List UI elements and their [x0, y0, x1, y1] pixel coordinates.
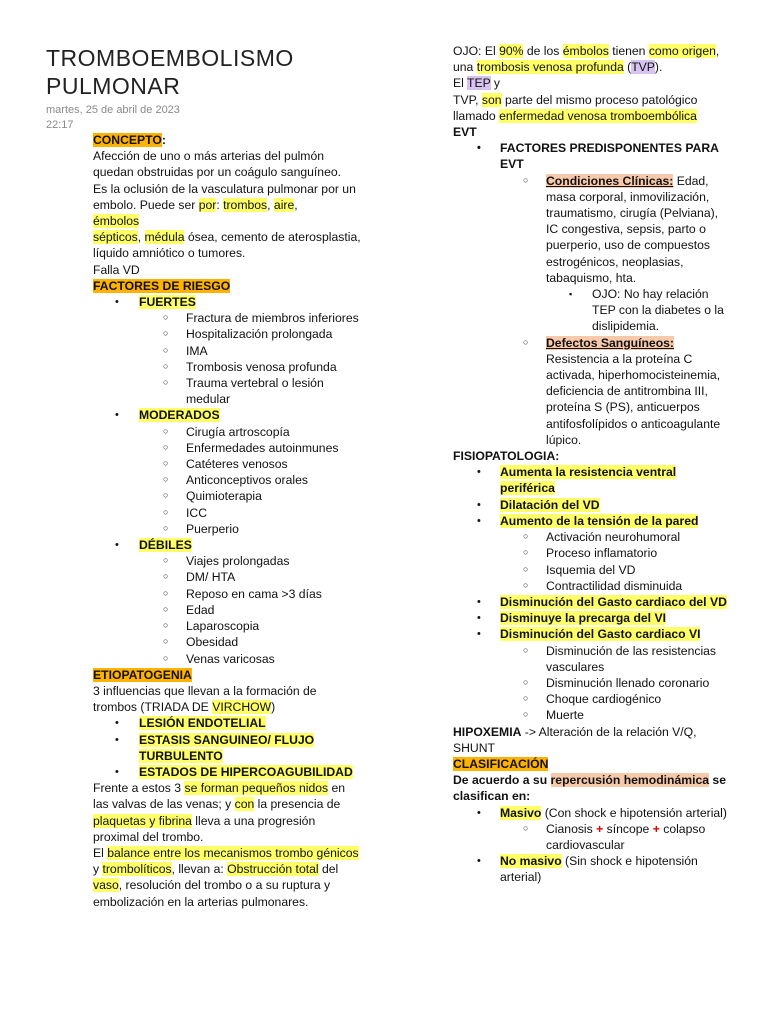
defectos-label: Defectos Sanguíneos:: [546, 335, 674, 350]
ojo-d: (: [623, 60, 632, 75]
fisio-list: [453, 464, 728, 723]
clasif-heading: [453, 756, 728, 772]
concepto-colon: :: [161, 133, 166, 147]
etio-close: ): [271, 700, 276, 715]
list-item: ○ Enfermedades autoinmunes: [93, 440, 361, 456]
list-item: [93, 715, 361, 731]
ojo-tienen: tienen: [608, 44, 649, 58]
list-item: [453, 464, 728, 496]
concepto-heading: [93, 132, 361, 148]
left-column: [93, 132, 361, 910]
hipoxemia-line: [453, 724, 728, 756]
list-item: [453, 610, 728, 626]
list-item: ○ Trauma vertebral o lesión medular: [93, 375, 361, 407]
clasif-a: De acuerdo a su: [453, 773, 551, 788]
page-title: TROMBOEMBOLISMO PULMONAR: [46, 45, 294, 99]
fisio-item: Disminución del Gasto cardiaco del VD: [500, 594, 727, 609]
factores-heading: [93, 278, 361, 294]
list-item: ○ Contractilidad disminuida: [453, 578, 728, 594]
masivo-label: Masivo: [500, 805, 542, 820]
comma: ,: [294, 197, 298, 212]
concepto-text2a: Es la oclusión de la vasculatura pulmonar por un embolo. Puede ser: [93, 181, 356, 212]
concepto-falla: Falla VD: [93, 262, 140, 277]
el-tep: TEP: [467, 76, 491, 91]
llevan: , llevan a:: [171, 862, 228, 877]
ojo-embolos: émbolos: [562, 44, 609, 58]
time-text: 22:17: [46, 119, 74, 131]
masivo-text: (Con shock e hipotensión arterial): [541, 805, 727, 820]
ojo-a: OJO: El: [453, 44, 500, 58]
frente-la: la presencia de: [254, 797, 341, 812]
list-item: ○ Cirugía artroscopía: [93, 424, 361, 440]
etio-item: LESIÓN ENDOTELIAL: [139, 716, 266, 731]
nomasivo-label: No masivo: [500, 854, 562, 869]
list-item: [453, 173, 728, 286]
list-item: [453, 805, 728, 821]
concepto-embolos: émbolos: [93, 214, 140, 229]
plus-sign: +: [596, 821, 604, 836]
list-item: ○ Viajes prolongadas: [93, 553, 361, 569]
tvp-son: son: [481, 92, 502, 107]
list-item: ○ Hospitalización prolongada: [93, 326, 361, 342]
tvp-paragraph: [453, 92, 728, 124]
etio-label: ETIOPATOGENIA: [93, 667, 192, 682]
hipox-label: HIPOXEMIA: [453, 724, 522, 739]
frente-con: con: [234, 797, 255, 812]
evt-list: [453, 140, 728, 448]
list-item: ○ Disminución llenado coronario: [453, 675, 728, 691]
list-item: • FACTORES PREDISPONENTES PARA EVT: [453, 140, 728, 172]
factores-list: [93, 294, 361, 667]
frente-plaquetas: plaquetas y fibrina: [93, 813, 192, 828]
plus-sign: +: [652, 821, 660, 836]
defectos-text: Resistencia a la proteína C activada, hiperhomocisteinemia, deficiencia de antitrombina III, proteína S (PS), anticuerpos antifosfolípidos o anticoagulante lúpico.: [546, 351, 721, 447]
etio-virchow: VIRCHOW: [212, 700, 272, 715]
frente-nidos: se forman pequeños nidos: [184, 781, 329, 796]
factores-label: FACTORES DE RIESGO: [93, 278, 231, 293]
debiles-label: DÉBILES: [139, 538, 192, 553]
list-item: [93, 764, 361, 780]
list-item: [453, 513, 728, 529]
ojo-tvp: TVP: [631, 60, 655, 75]
list-item: ○ ICC: [93, 505, 361, 521]
list-item: ○ DM/ HTA: [93, 569, 361, 585]
balance: balance entre los mecanismos trombo génicos: [107, 845, 359, 860]
list-item: ○ Quimioterapia: [93, 488, 361, 504]
concepto-colon2: :: [216, 197, 224, 212]
comma: ,: [137, 230, 145, 245]
tvp-a: TVP,: [453, 92, 482, 107]
etio-text1: 3 influencias que llevan a la formación de trombos (TRIADA DE: [93, 683, 317, 715]
el-tep-line: [453, 75, 728, 91]
del-word: del: [318, 862, 339, 877]
list-item: [453, 594, 728, 610]
concepto-trombos: trombos: [223, 197, 268, 212]
list-item: ○ Laparoscopia: [93, 618, 361, 634]
frente-paragraph: [93, 780, 361, 845]
list-item: ○ Activación neurohumoral: [453, 529, 728, 545]
list-item: ○ IMA: [93, 343, 361, 359]
concepto-label: CONCEPTO: [93, 133, 162, 147]
list-item: ○ Puerperio: [93, 521, 361, 537]
list-item: ○ Trombosis venosa profunda: [93, 359, 361, 375]
list-item: ○ Proceso inflamatorio: [453, 545, 728, 561]
masivo-sub-c: colapso cardiovascular: [546, 821, 706, 852]
ojo-90: 90%: [499, 44, 524, 58]
concepto-septicos: sépticos: [93, 230, 138, 245]
evt-label: EVT: [453, 125, 477, 140]
concepto-rest: ósea, cemento de aterosplastia, líquido amniótico o tumores.: [93, 230, 361, 261]
fisio-item: Dilatación del VD: [500, 497, 600, 512]
clasif-list: [453, 805, 728, 886]
concepto-por: por: [198, 197, 217, 212]
obstruccion: Obstrucción total: [227, 862, 319, 877]
clasif-paragraph: [453, 772, 728, 804]
etio-item: ESTADOS DE HIPERCOAGUBILIDAD: [139, 764, 353, 779]
fuertes-label: FUERTES: [139, 295, 196, 310]
ojo-e: ).: [654, 60, 663, 75]
concepto-medula: médula: [144, 230, 185, 245]
masivo-sub-a: Cianosis: [546, 821, 597, 836]
moderados-label: MODERADOS: [139, 408, 220, 423]
list-item: ○ Choque cardiogénico: [453, 691, 728, 707]
fisio-item: Aumenta la resistencia ventral periférica: [500, 465, 677, 496]
list-item: ○ Fractura de miembros inferiores: [93, 310, 361, 326]
list-item: [93, 537, 361, 553]
list-item: ○ Disminución de las resistencias vasculares: [453, 643, 728, 675]
list-item: ○ Catéteres venosos: [93, 456, 361, 472]
list-item: ○ Reposo en cama >3 días: [93, 586, 361, 602]
etio-text: [93, 683, 361, 715]
etio-item: ESTASIS SANGUINEO/ FLUJO TURBULENTO: [139, 732, 315, 763]
y-word: y: [93, 862, 103, 877]
list-item: ▪ OJO: No hay relación TEP con la diabetes o la dislipidemia.: [453, 286, 728, 335]
concepto-text1: Afección de uno o más arterias del pulmón quedan obstruidas por un coágulo sanguíneo.: [93, 149, 342, 180]
tvp-b: parte del mismo proceso patológico llamado: [453, 92, 698, 123]
masivo-sub-b: síncope: [603, 821, 653, 836]
cond-text: Edad, masa corporal, inmovilización, traumatismo, cirugía (Pelviana), IC congestiva, sepsis, parto o puerperio, uso de compuestos estrogénicos, neoplasias, tabaquismo, hta.: [546, 173, 719, 285]
list-item: ○ Edad: [93, 602, 361, 618]
comma: ,: [267, 197, 274, 212]
clasif-b: se clasifican en:: [453, 773, 726, 804]
hipox-text: -> Alteración de la relación V/Q, SHUNT: [453, 724, 697, 755]
list-item: ○ Obesidad: [93, 634, 361, 650]
list-item: [453, 497, 728, 513]
page-date: [46, 103, 180, 133]
fisio-item: Disminuye la precarga del VI: [500, 611, 666, 626]
fisio-heading: FISIOPATOLOGIA:: [453, 449, 560, 464]
etio-list: [93, 715, 361, 780]
date-text: martes, 25 de abril de 2023: [46, 104, 180, 116]
frente-3: 3: [174, 781, 182, 796]
tvp-enf: enfermedad venosa tromboembólica: [499, 108, 697, 123]
fisio-item: Disminución del Gasto cardiaco VI: [500, 627, 701, 642]
frente-a: Frente a estos: [93, 781, 175, 796]
vaso: vaso: [93, 878, 119, 893]
list-item: ○ Venas varicosas: [93, 651, 361, 667]
list-item: ○ Muerte: [453, 707, 728, 723]
el-tep-a: El: [453, 76, 468, 91]
ojo-origen: como origen: [648, 44, 716, 58]
list-item: ○ Anticonceptivos orales: [93, 472, 361, 488]
balance-paragraph: [93, 845, 361, 910]
etio-heading: [93, 667, 361, 683]
clasif-rep: repercusión hemodinámica: [550, 773, 710, 788]
ojo-paragraph: [453, 43, 728, 75]
fisio-item: Aumento de la tensión de la pared: [500, 513, 699, 528]
right-column: [453, 43, 728, 886]
list-item: [453, 626, 728, 642]
frente-en: en las valvas de las venas; y: [93, 781, 346, 812]
nomasivo-text: (Sin shock e hipotensión arterial): [500, 854, 698, 885]
list-item: ○ Isquemia del VD: [453, 562, 728, 578]
trombo: trombolíticos: [102, 862, 172, 877]
concepto-text2: [93, 181, 361, 262]
list-item: [453, 853, 728, 885]
list-item: [453, 821, 728, 853]
list-item: [453, 335, 728, 448]
ojo-trombosis: trombosis venosa profunda: [476, 60, 624, 75]
concepto-aire: aire: [273, 197, 295, 212]
el-tep-y: y: [490, 76, 500, 91]
frente-rest: lleva a una progresión proximal del trombo.: [93, 813, 316, 844]
clasif-label: CLASIFICACIÓN: [453, 756, 549, 771]
list-item: [93, 294, 361, 310]
ojo-b: de los: [523, 44, 563, 58]
ojo-c: , una: [453, 44, 720, 75]
el-word: El: [93, 845, 108, 860]
list-item: [93, 407, 361, 423]
vaso-rest: , resolución del trombo o a su ruptura y embolización en la arterias pulmonares.: [93, 878, 331, 909]
list-item: [93, 732, 361, 764]
cond-label: Condiciones Clínicas:: [546, 173, 674, 188]
